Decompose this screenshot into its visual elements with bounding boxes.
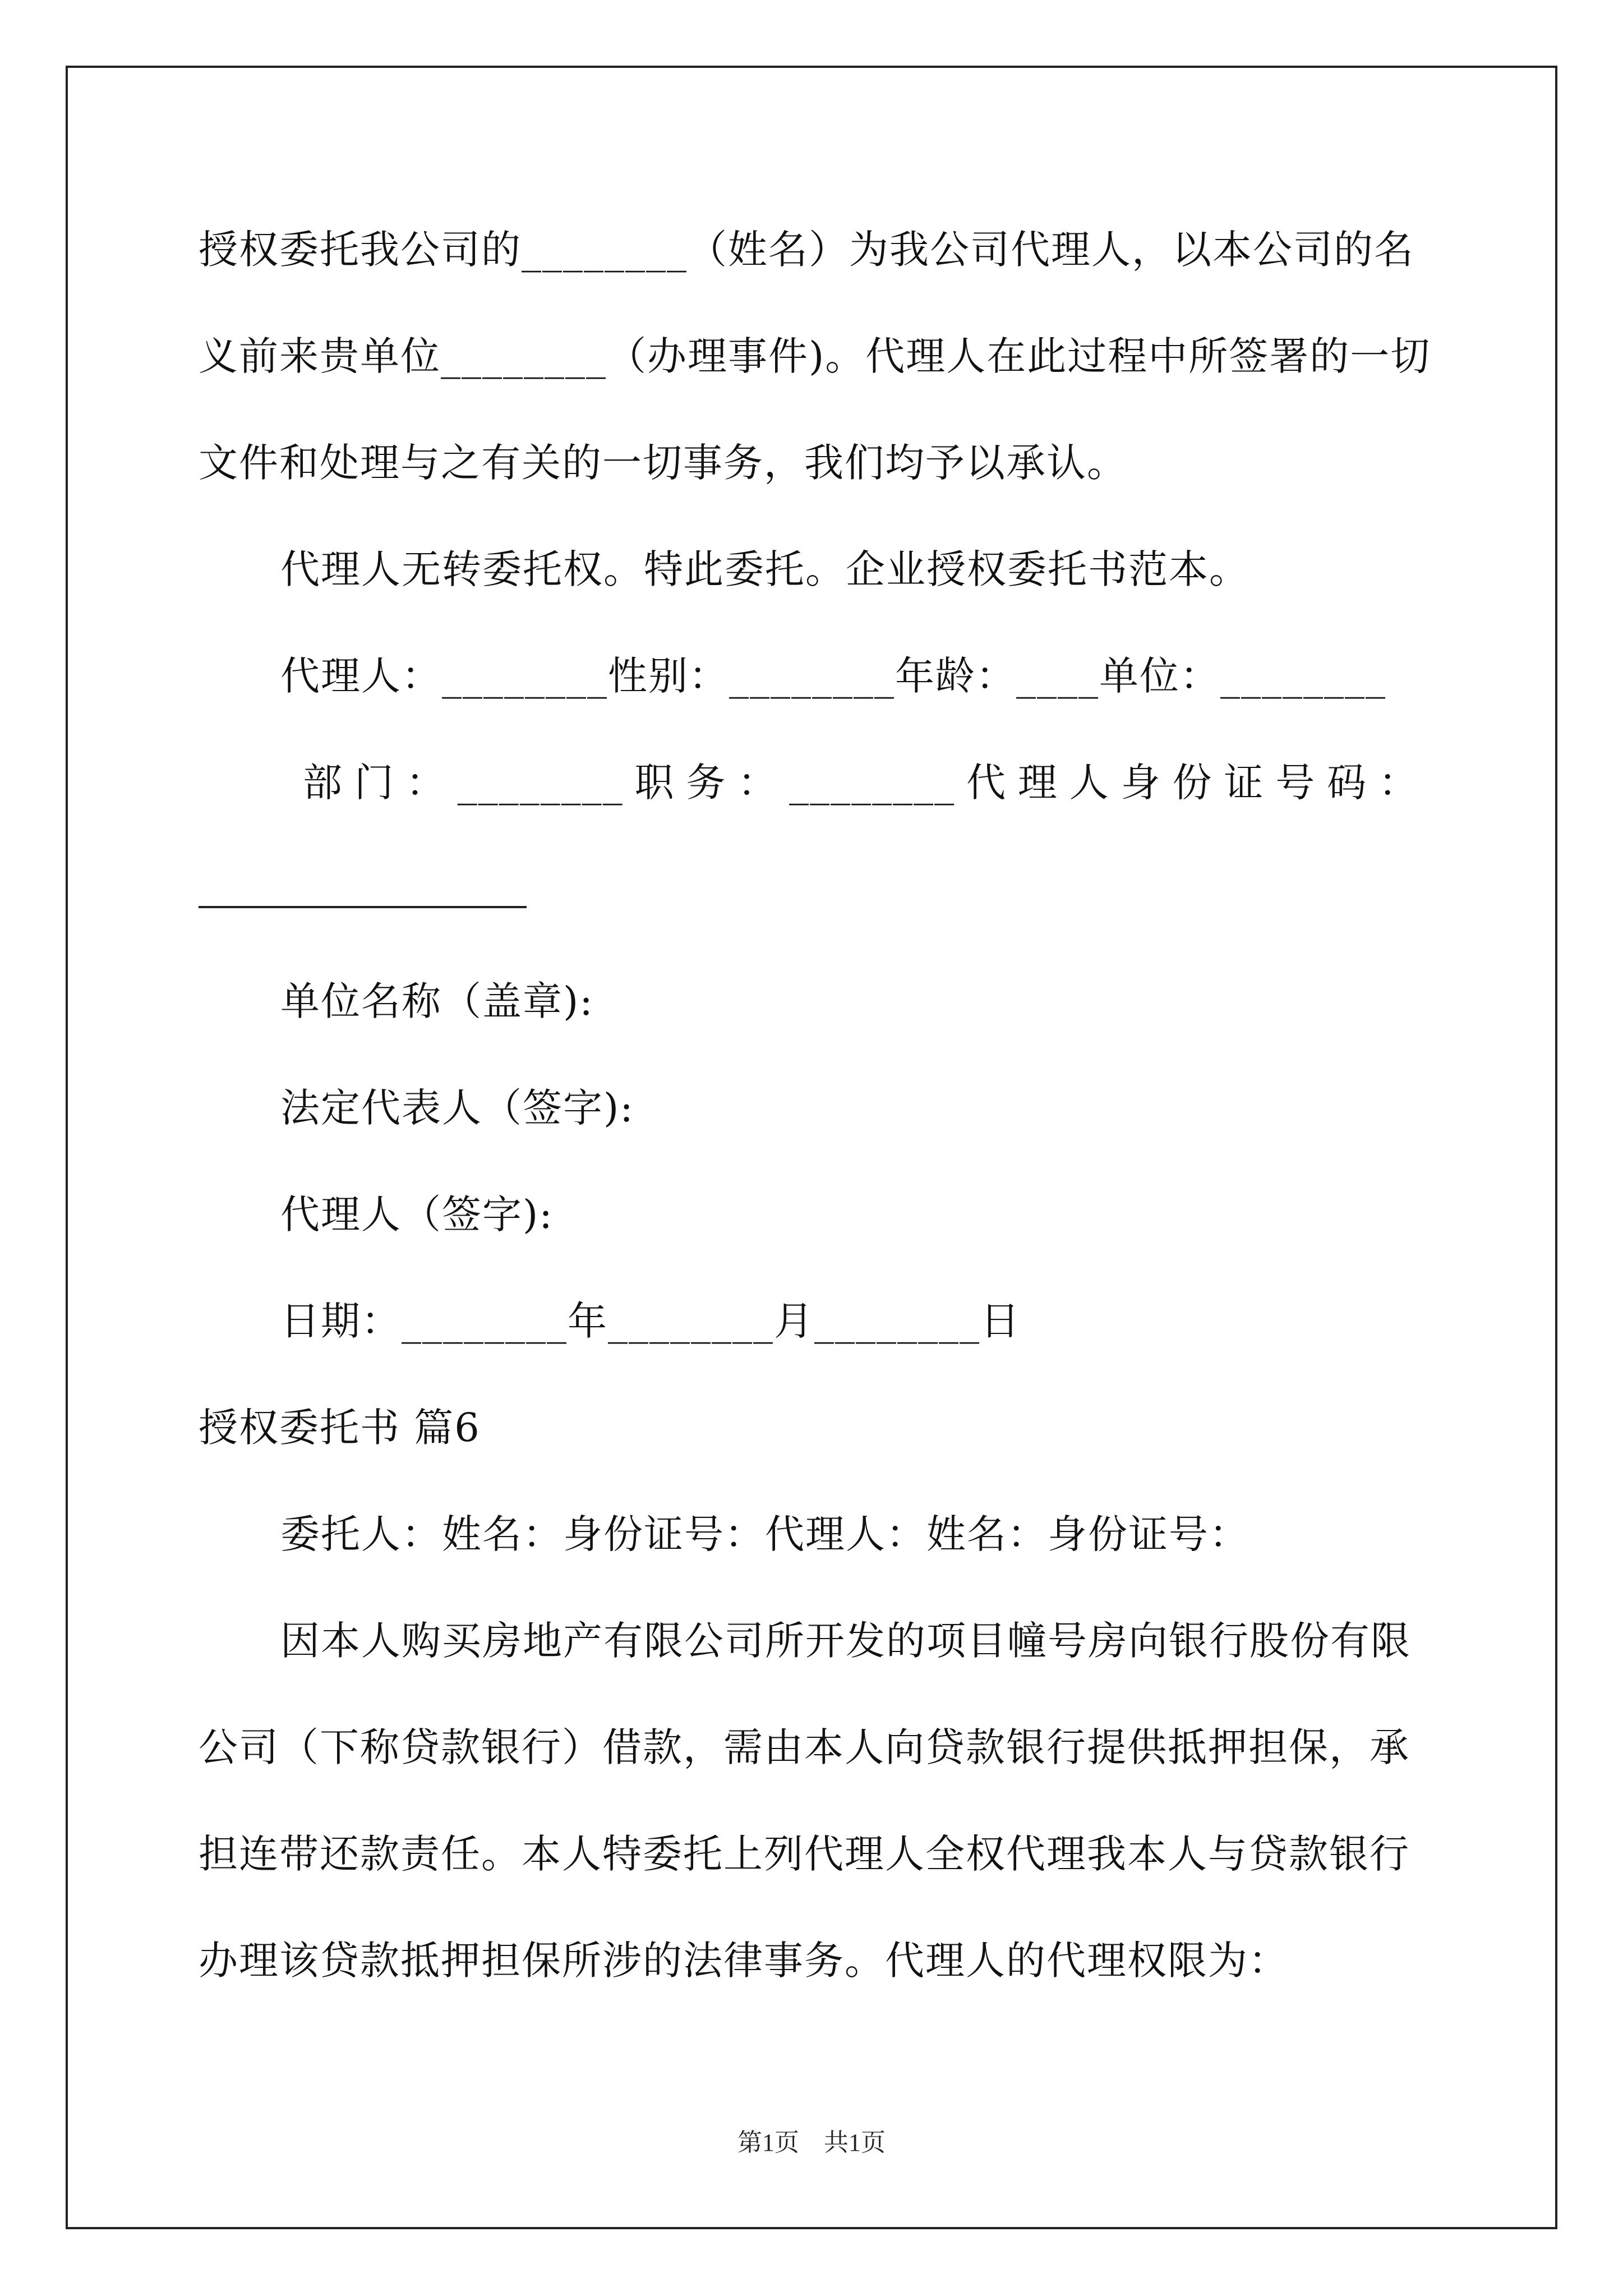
spread-char: 代 [966,760,1007,806]
paragraph-no-delegation: 代理人无转委托权。特此委托。企业授权委托书范本。 [280,546,1249,592]
spread-char: 职 [634,760,675,806]
date-line: 日期：________年________月________日 [280,1298,1021,1344]
spread-char: ： [405,760,446,806]
blank-field: ________ [789,760,956,806]
spread-char: 人 [1069,760,1110,806]
section-heading: 授权委托书 篇6 [199,1405,481,1451]
principal-agent-line: 委托人：姓名：身份证号：代理人：姓名：身份证号： [280,1511,1249,1557]
spread-char: 务 [686,760,727,806]
department-position-id-line [303,754,1419,811]
body-line-4: 办理该贷款抵押担保所涉的法律事务。代理人的代理权限为： [199,1938,1289,1984]
body-line-1: 因本人购买房地产有限公司所开发的项目幢号房向银行股份有限 [280,1618,1411,1664]
spread-char: 部 [303,760,343,806]
company-seal-line: 单位名称（盖章): [280,978,594,1024]
spread-char: 号 [1275,760,1316,806]
spread-char: 门 [354,760,395,806]
spread-char: ： [1378,760,1419,806]
paragraph-line-2: 义前来贵单位________（办理事件)。代理人在此过程中所签署的一切 [199,333,1431,379]
id-number-blank-rule [199,906,527,908]
spread-char: 证 [1224,760,1265,806]
paragraph-line-3: 文件和处理与之有关的一切事务，我们均予以承认。 [199,440,1127,486]
body-line-2: 公司（下称贷款银行）借款，需由本人向贷款银行提供抵押担保，承 [199,1724,1410,1770]
body-line-3: 担连带还款责任。本人特委托上列代理人全权代理我本人与贷款银行 [199,1831,1410,1877]
spread-char: 份 [1172,760,1213,806]
spread-char: ： [737,760,778,806]
agent-signature-line: 代理人（签字): [280,1191,554,1237]
spread-char: 理 [1017,760,1058,806]
legal-rep-signature-line: 法定代表人（签字): [280,1085,634,1131]
spread-char: 身 [1121,760,1161,806]
blank-field: ________ [457,760,624,806]
spread-char: 码 [1327,760,1368,806]
page-border [66,66,1557,2229]
page-number-footer: 第1页 共1页 [737,2129,886,2156]
agent-info-line: 代理人：________性别：________年龄：____单位：________ [280,653,1386,699]
paragraph-line-1: 授权委托我公司的________（姓名）为我公司代理人，以本公司的名 [199,227,1414,273]
